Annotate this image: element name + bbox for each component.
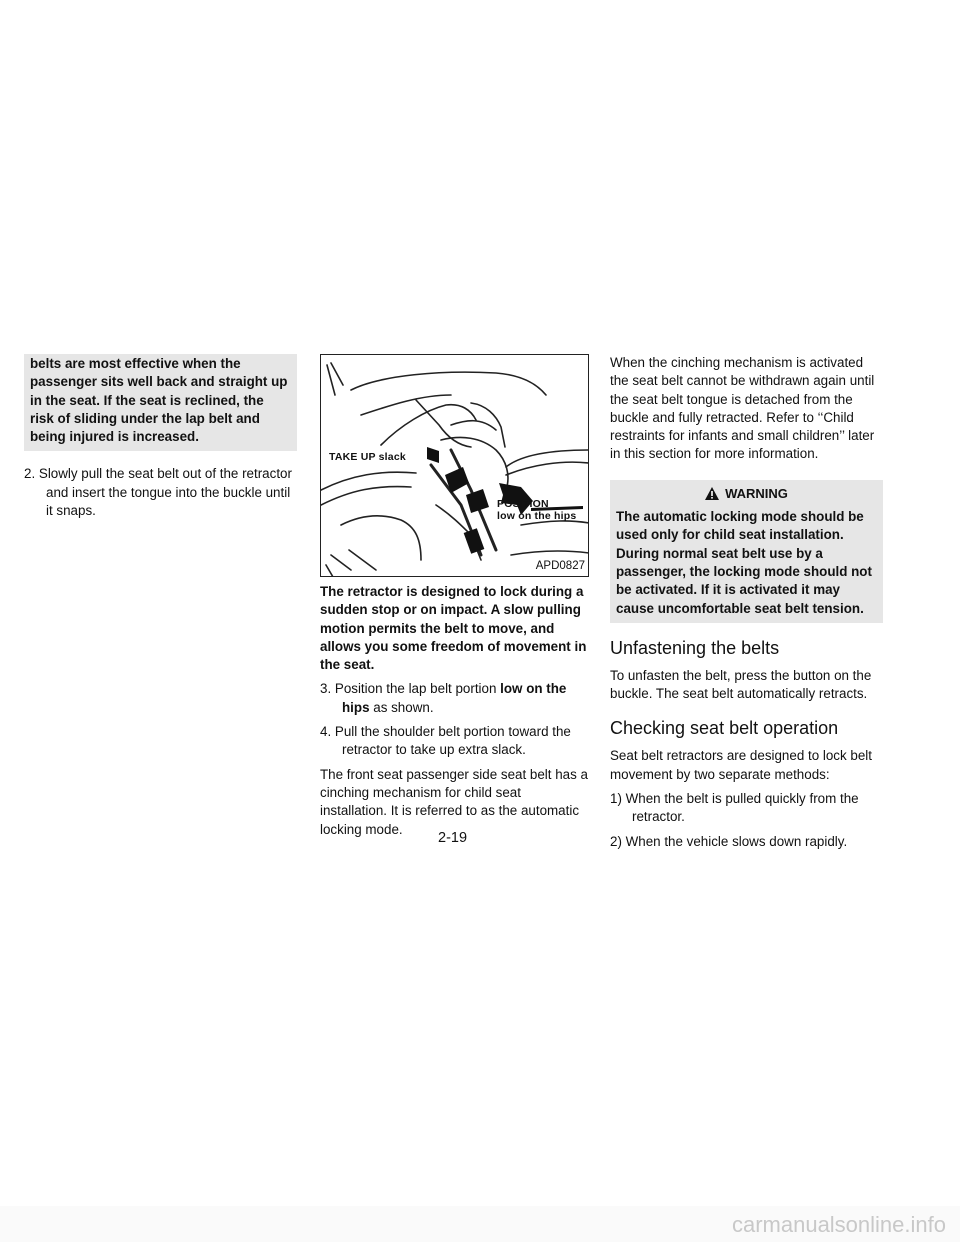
warning-continuation: belts are most effective when the passenger sits well back and straight up in the seat. If the seat is reclined, the risk of sliding under the lap belt and being injured is increased. [24,354,297,451]
warning-box [610,480,883,623]
method-2: 2) When the vehicle slows down rapidly. [610,833,848,849]
watermark-text[interactable]: carmanualsonline.info [731,1212,946,1237]
paragraph-cinch-active: When the cinching mechanism is activated the seat belt cannot be withdrawn again until the seat belt tongue is detached from the buckle and fully retracted. Refer to ‘‘Child restraints for infants and small children’’ later in this section for more information. [610,355,875,462]
label-take-up-slack: TAKE UP slack [329,451,406,463]
step-2: 2. Slowly pull the seat belt out of the retractor and insert the tongue into the buckle until it snaps. [24,466,292,519]
label-low-on-hips: low on the hips [497,510,577,522]
seat-belt-illustration [320,354,589,577]
heading-checking: Checking seat belt operation [610,718,839,739]
retractor-note: The retractor is designed to lock during a sudden stop or on impact. A slow pulling motion permits the belt to move, and allows you some freedom of movement in the seat. [320,584,587,673]
warning-header [616,480,877,508]
watermark-bar [0,1206,960,1242]
figure-id: APD0827 [535,557,586,575]
paragraph-checking: Seat belt retractors are designed to lock belt movement by two separate methods: [610,748,873,782]
column-right [610,354,883,851]
column-middle [320,354,589,839]
warning-triangle-icon [705,487,719,505]
column-left [24,354,297,520]
step-3: 3. Position the lap belt portion low on the hips as shown. [320,681,567,715]
paragraph-unfastening: To unfasten the belt, press the button on the buckle. The seat belt automatically retracts. [610,667,872,702]
paragraph-cinching: The front seat passenger side seat belt has a cinching mechanism for child seat installation. It is referred to as the automatic locking mode. [320,766,588,837]
heading-unfastening: Unfastening the belts [610,637,780,658]
page-number: 2-19 [438,830,468,846]
step-4: 4. Pull the shoulder belt portion toward the retractor to take up extra slack. [320,724,571,758]
method-1: 1) When the belt is pulled quickly from the retractor. [610,791,859,825]
warning-title: WARNING [725,485,788,501]
warning-text: The automatic locking mode should be used only for child seat installation. During normal seat belt use by a passenger, the locking mode should not be activated. If it is activated it may cause uncomfortable seat belt tension. [616,509,872,616]
label-position: POSITION [497,498,549,510]
